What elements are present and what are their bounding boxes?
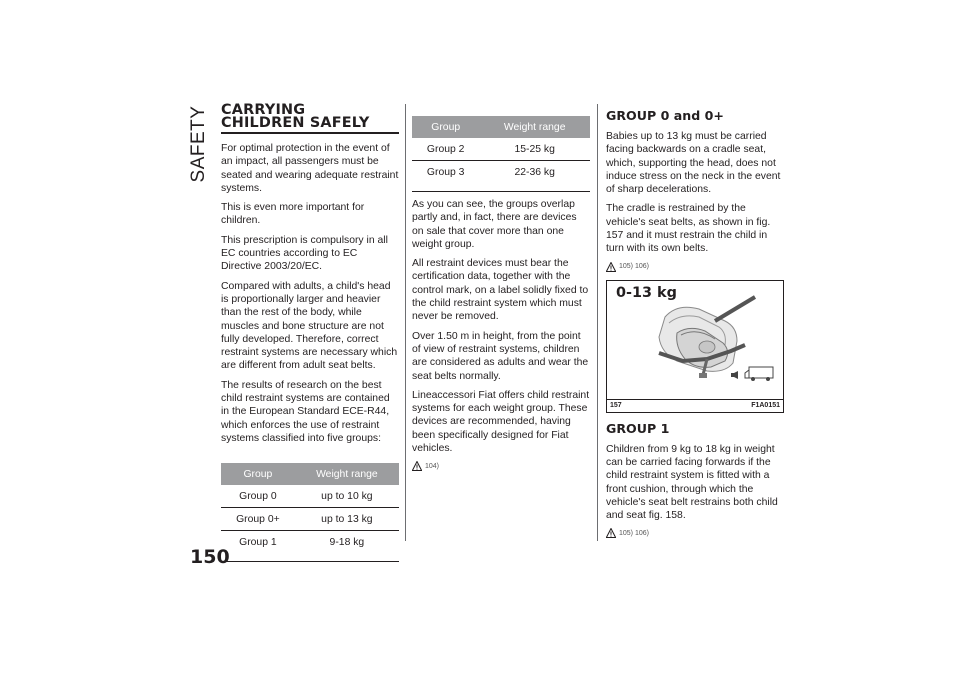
subheading: GROUP 1: [606, 420, 670, 436]
table-header: Weight range: [479, 116, 590, 138]
cradle-seat-illustration: [607, 281, 783, 401]
weight-table: [221, 463, 399, 553]
table-row: [221, 531, 399, 554]
paragraph: Compared with adults, a child's head is proportionally larger and heavier than the rest of the body, while muscles and bone structure are not fully developed. Therefore, correct restraint systems are necessary which are different from adult seat belts.: [221, 280, 398, 372]
table-header: Group: [412, 116, 479, 138]
paragraph: Children from 9 kg to 18 kg in weight can be carried facing forwards if the child restraint system is fitted with a front cushion, through which the vehicle's seat belt restrains both child and seat fig. 158.: [606, 443, 778, 522]
warning-reference: [606, 528, 784, 538]
warning-reference: [606, 262, 784, 272]
table-cell: Group 0: [221, 485, 295, 508]
paragraph: This prescription is compulsory in all EC countries according to EC Directive 2003/20/EC.: [221, 234, 388, 273]
table-cell: Group 3: [426, 166, 465, 178]
table-row: [412, 138, 590, 161]
warning-icon: [606, 262, 616, 272]
column-2: [412, 104, 590, 479]
column-3: [606, 104, 784, 546]
side-tab: [186, 104, 212, 184]
figure-157: [606, 280, 784, 413]
column-divider: [405, 104, 406, 541]
table-row: [221, 508, 399, 531]
side-tab-label: SAFETY: [188, 105, 209, 183]
warning-reference: [412, 461, 590, 471]
figure-footer: [607, 399, 783, 412]
page-number: 150: [190, 546, 230, 568]
table-bottom-rule: [221, 553, 399, 562]
table-cell: 9-18 kg: [329, 536, 365, 548]
heading-line: CHILDREN SAFELY: [221, 115, 370, 131]
table-cell: up to 10 kg: [295, 485, 399, 508]
table-cell: 15-25 kg: [479, 138, 590, 161]
paragraph: This is even more important for children.: [221, 202, 365, 227]
table-cell: Group 1: [239, 536, 277, 548]
paragraph: The results of research on the best child restraint systems are contained in the European Standard ECE-R44, which enforces the use of restraint systems classified into five groups:: [221, 379, 390, 444]
paragraph: Babies up to 13 kg must be carried facing backwards on a cradle seat, which, supporting the head, does not induce stress on the neck in the event of sharp decelerations.: [606, 131, 781, 196]
heading-line: CARRYING: [221, 102, 306, 118]
paragraph: As you can see, the groups overlap partly and, in fact, there are devices on sale that cover more than one weight group.: [412, 199, 577, 250]
table-row: [412, 161, 590, 184]
subheading: GROUP 0 and 0+: [606, 108, 724, 123]
figure-number: 157: [610, 401, 622, 409]
table-cell: Group 2: [412, 138, 479, 161]
figure-label: 0-13 kg: [616, 284, 677, 301]
table-cell: 22-36 kg: [514, 166, 555, 178]
column-1: [221, 104, 399, 568]
paragraph: The cradle is restrained by the vehicle's seat belts, as shown in fig. 157 and it must restrain the child in turn with its own belts.: [606, 203, 771, 255]
table-cell: Group 0+: [221, 508, 295, 531]
weight-table: [412, 116, 590, 183]
column-divider: [597, 104, 598, 541]
table-bottom-rule: [412, 183, 590, 192]
table-cell: up to 13 kg: [295, 508, 399, 531]
warning-ref-text: 105) 106): [619, 529, 649, 537]
warning-icon: [606, 528, 616, 538]
paragraph: Lineaccessori Fiat offers child restraint systems for each weight group. These devices are recommended, having been specifically designed for Fiat vehicles.: [412, 389, 590, 455]
table-header: Group: [221, 463, 295, 485]
paragraph: For optimal protection in the event of an impact, all passengers must be seated and wearing adequate restraint systems.: [221, 143, 399, 194]
section-heading: [221, 104, 399, 134]
warning-ref-text: 104): [425, 462, 440, 470]
table-header: Weight range: [295, 463, 399, 485]
paragraph: All restraint devices must bear the certification data, together with the control mark, on a label solidly fixed to the child restraint system which must never be removed.: [412, 258, 589, 323]
warning-icon: [412, 461, 422, 471]
table-row: [221, 485, 399, 508]
figure-code: F1A0151: [751, 401, 780, 409]
warning-ref-text: 105) 106): [619, 263, 649, 271]
paragraph: Over 1.50 m in height, from the point of view of restraint systems, children are considered as adults and wear the seat belts normally.: [412, 330, 589, 382]
